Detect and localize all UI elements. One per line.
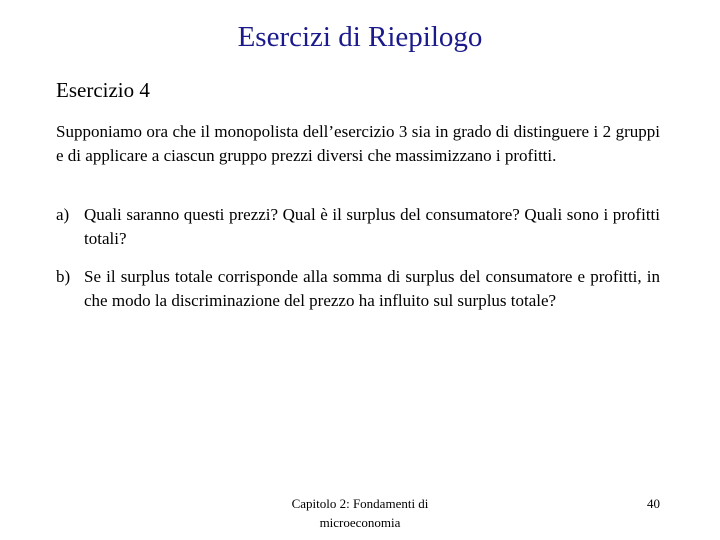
footer-page-number: 40 [647, 496, 660, 511]
question-b-letter: b) [56, 267, 71, 286]
question-a [56, 203, 660, 251]
question-b-text: Se il surplus totale corrisponde alla somma di surplus del consumatore e profitti, in che modo la discriminazione del prezzo ha influito sul surplus totale? [84, 267, 660, 310]
question-a-text: Quali saranno questi prezzi? Qual è il surplus del consumatore? Quali sono i profitti totali? [84, 205, 660, 248]
exercise-heading: Esercizio 4 [56, 78, 150, 102]
slide-title: Esercizi di Riepilogo [237, 21, 483, 53]
exercise-intro-text: Supponiamo ora che il monopolista dell’esercizio 3 sia in grado di distinguere i 2 gruppi e di applicare a ciascun gruppo prezzi diversi che massimizzano i profitti. [56, 122, 660, 165]
footer-chapter-title: Capitolo 2: Fondamenti di microeconomia [291, 496, 429, 530]
question-a-letter: a) [56, 205, 70, 224]
question-b [56, 265, 660, 313]
